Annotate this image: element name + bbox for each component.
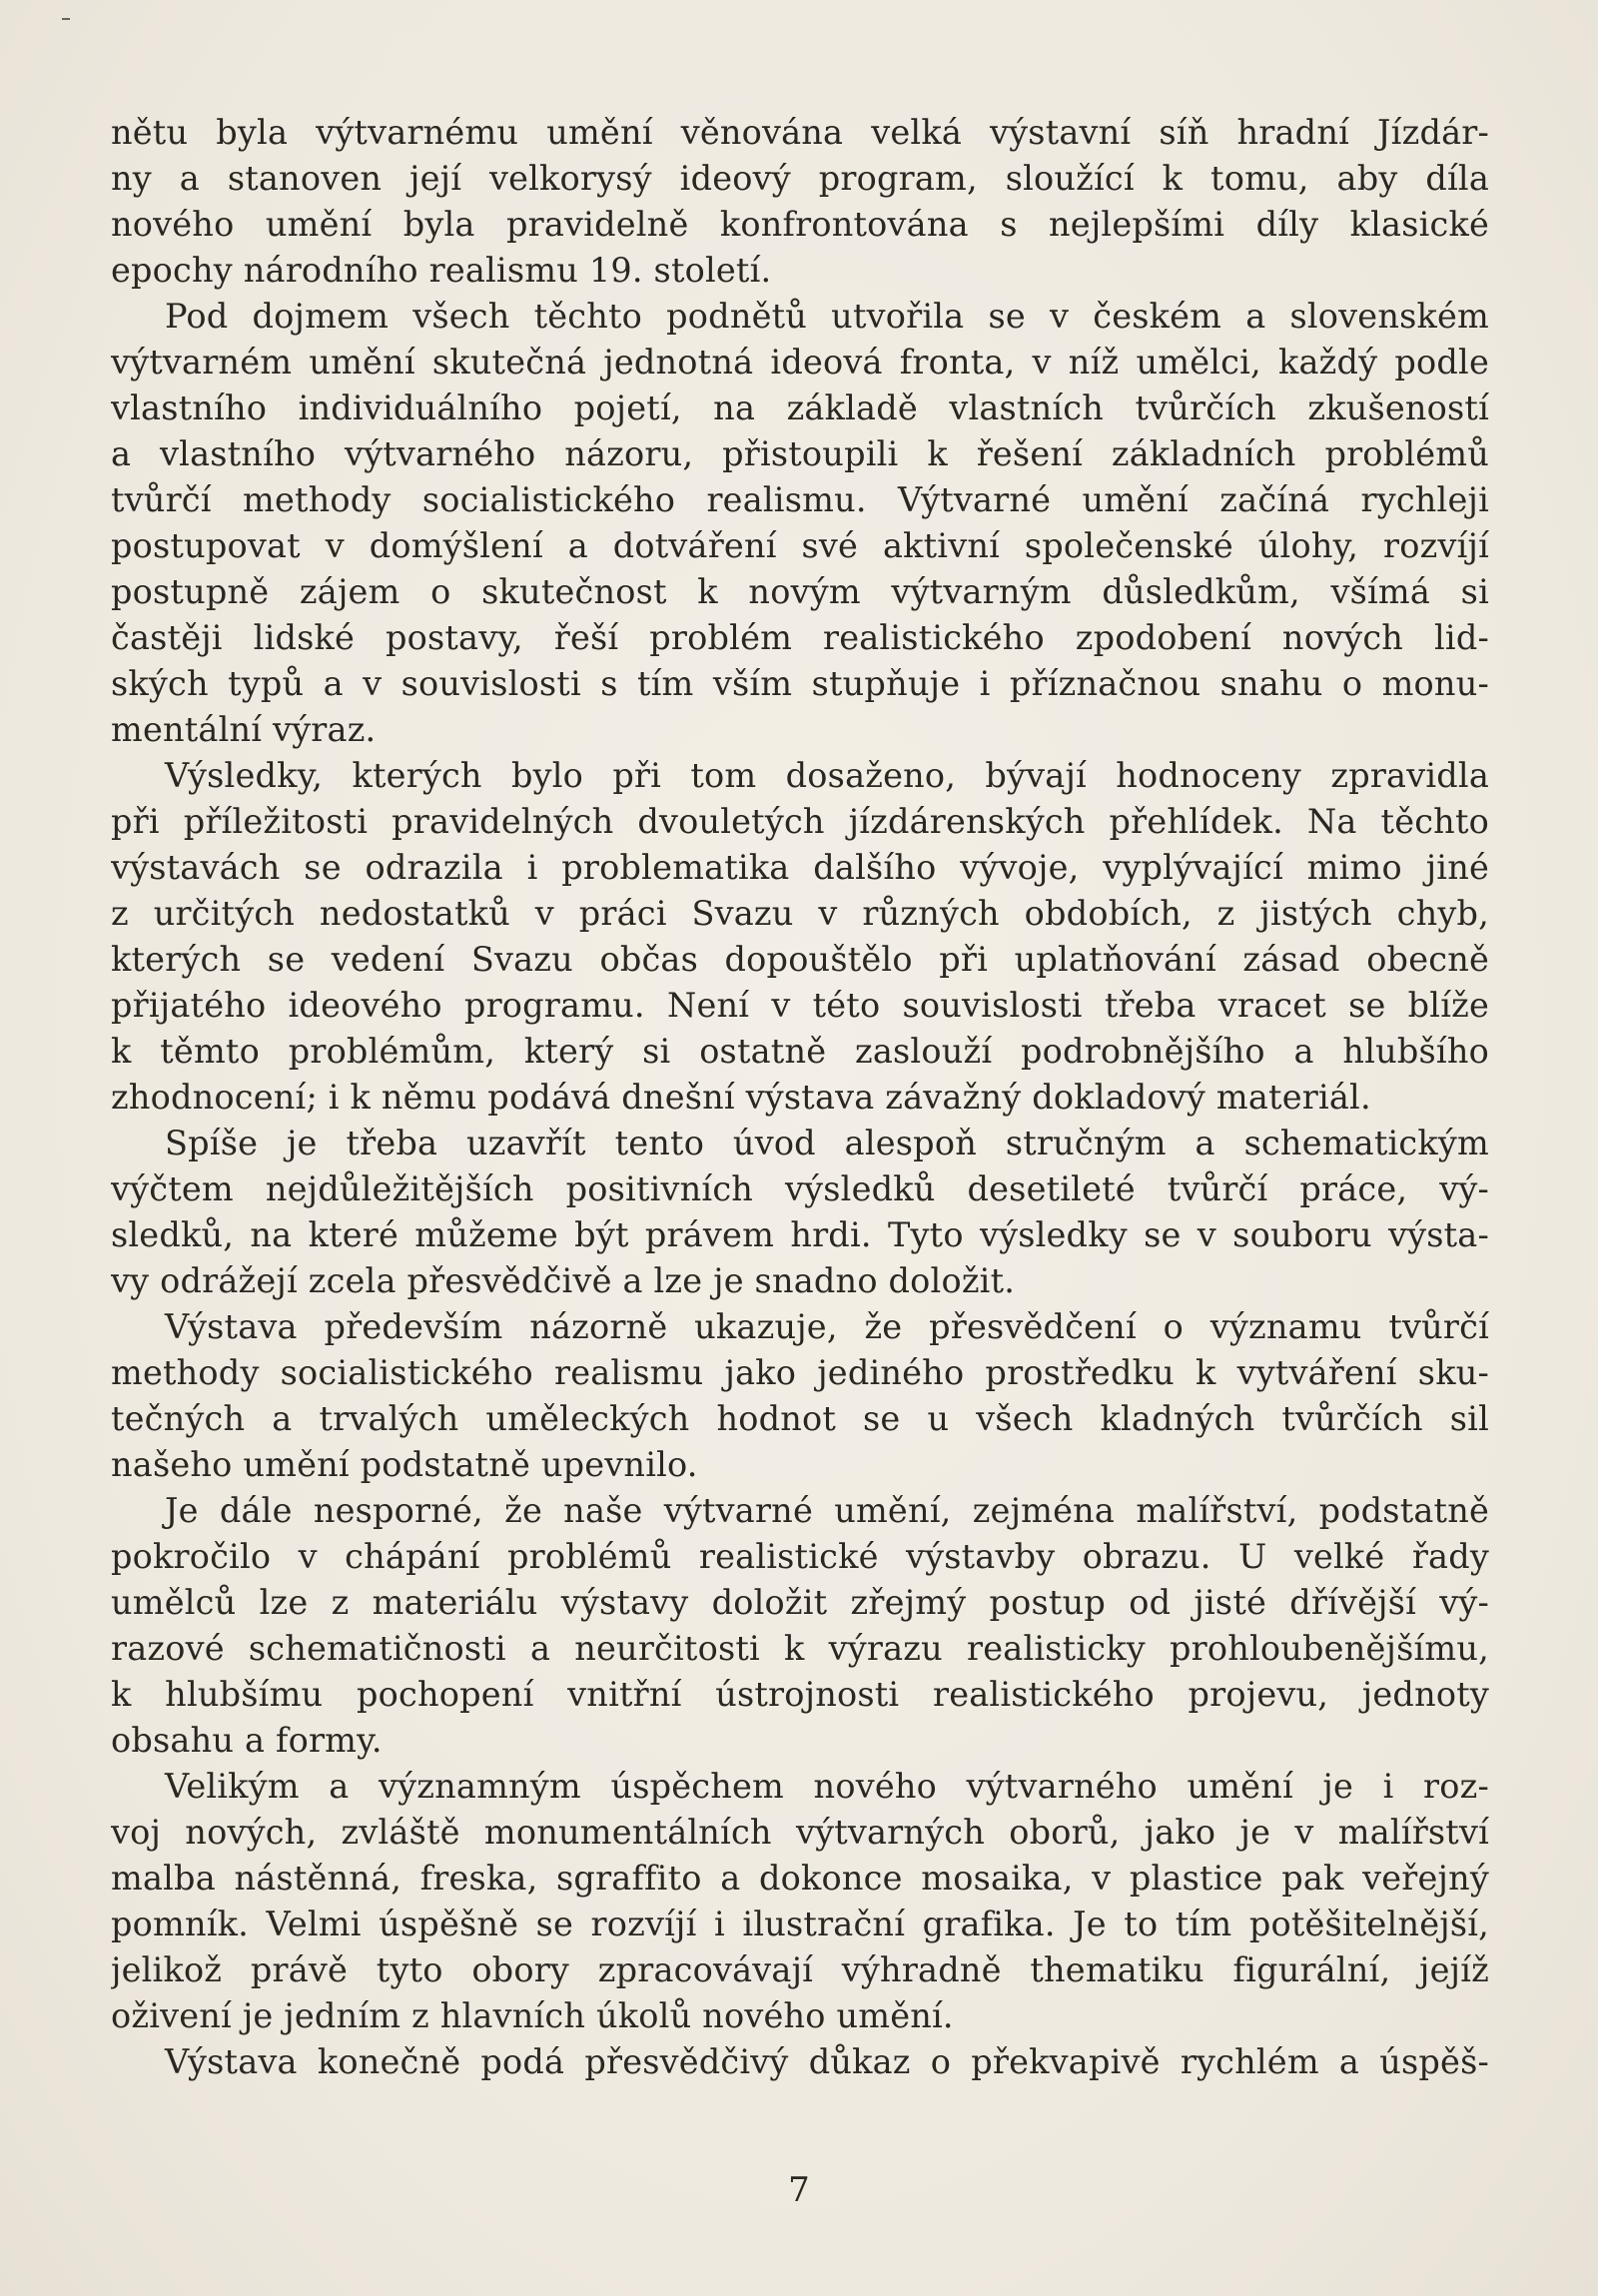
text-line: výstavách se odrazila i problematika dalšího vývoje, vyplývající mimo jiné bbox=[111, 848, 1489, 887]
text-line: sledků, na které můžeme být právem hrdi. Tyto výsledky se v souboru výsta- bbox=[111, 1215, 1489, 1254]
text-line: Spíše je třeba uzavřít tento úvod alespoň stručným a schematickým bbox=[165, 1124, 1489, 1162]
text-line: vy odrážejí zcela přesvědčivě a lze je snadno doložit. bbox=[111, 1261, 1016, 1300]
text-line: voj nových, zvláště monumentálních výtvarných oborů, jako je v malířství bbox=[111, 1813, 1489, 1852]
text-line: obsahu a formy. bbox=[111, 1721, 383, 1760]
text-line: nového umění byla pravidelně konfrontována s nejlepšími díly klasické bbox=[111, 205, 1489, 244]
text-line: Výstava především názorně ukazuje, že přesvědčení o významu tvůrčí bbox=[165, 1307, 1489, 1346]
text-line: Velikým a významným úspěchem nového výtvarného umění je i roz- bbox=[165, 1767, 1489, 1806]
text-line: častěji lidské postavy, řeší problém realistického zpodobení nových lid- bbox=[111, 618, 1489, 657]
text-line: oživení je jedním z hlavních úkolů nového umění. bbox=[111, 1996, 954, 2035]
text-line: jelikož právě tyto obory zpracovávají výhradně thematiku figurální, jejíž bbox=[111, 1950, 1489, 1989]
text-line: nětu byla výtvarnému umění věnována velká výstavní síň hradní Jízdár- bbox=[111, 113, 1489, 152]
text-line: ny a stanoven její velkorysý ideový program, sloužící k tomu, aby díla bbox=[111, 159, 1489, 198]
text-line: k hlubšímu pochopení vnitřní ústrojnosti realistického projevu, jednoty bbox=[111, 1675, 1489, 1714]
body-text bbox=[111, 110, 1489, 2085]
text-line: výčtem nejdůležitějších positivních výsledků desetileté tvůrčí práce, vý- bbox=[111, 1169, 1489, 1208]
text-line: našeho umění podstatně upevnilo. bbox=[111, 1445, 698, 1484]
text-line: vlastního individuálního pojetí, na základě vlastních tvůrčích zkušeností bbox=[111, 388, 1489, 427]
text-line: postupně zájem o skutečnost k novým výtvarným důsledkům, všímá si bbox=[111, 572, 1489, 611]
text-line: k těmto problémům, který si ostatně zaslouží podrobnějšího a hlubšího bbox=[111, 1032, 1489, 1071]
text-line: razové schematičnosti a neurčitosti k výrazu realisticky prohloubenějšímu, bbox=[111, 1629, 1489, 1668]
page-number: 7 bbox=[788, 2170, 810, 2210]
text-line: tečných a trvalých uměleckých hodnot se u všech kladných tvůrčích sil bbox=[111, 1399, 1489, 1438]
text-line: mentální výraz. bbox=[111, 710, 377, 749]
corner-mark bbox=[62, 18, 70, 20]
text-line: methody socialistického realismu jako jediného prostředku k vytváření sku- bbox=[111, 1353, 1489, 1392]
text-line: při příležitosti pravidelných dvouletých jízdárenských přehlídek. Na těchto bbox=[111, 802, 1489, 841]
text-line: pomník. Velmi úspěšně se rozvíjí i ilustrační grafika. Je to tím potěšitelnější, bbox=[111, 1905, 1489, 1943]
text-line: ských typů a v souvislosti s tím vším stupňuje i příznačnou snahu o monu- bbox=[111, 664, 1489, 703]
text-line: přijatého ideového programu. Není v této souvislosti třeba vracet se blíže bbox=[111, 986, 1489, 1025]
text-line: kterých se vedení Svazu občas dopouštělo při uplatňování zásad obecně bbox=[111, 940, 1489, 979]
text-line: výtvarném umění skutečná jednotná ideová fronta, v níž umělci, každý podle bbox=[111, 343, 1489, 382]
text-line: Výsledky, kterých bylo při tom dosaženo, bývají hodnoceny zpravidla bbox=[165, 756, 1489, 795]
text-line: pokročilo v chápání problémů realistické výstavby obrazu. U velké řady bbox=[111, 1537, 1489, 1576]
text-line: Je dále nesporné, že naše výtvarné umění, zejména malířství, podstatně bbox=[165, 1491, 1489, 1530]
text-line: Pod dojmem všech těchto podnětů utvořila se v českém a slovenském bbox=[165, 297, 1489, 336]
text-line: postupovat v domýšlení a dotváření své aktivní společenské úlohy, rozvíjí bbox=[111, 526, 1489, 565]
text-line: zhodnocení; i k němu podává dnešní výstava závažný dokladový materiál. bbox=[111, 1078, 1371, 1117]
text-line: z určitých nedostatků v práci Svazu v různých obdobích, z jistých chyb, bbox=[111, 894, 1489, 933]
text-line: tvůrčí methody socialistického realismu. Výtvarné umění začíná rychleji bbox=[111, 480, 1489, 519]
text-line: umělců lze z materiálu výstavy doložit zřejmý postup od jisté dřívější vý- bbox=[111, 1583, 1489, 1622]
text-line: a vlastního výtvarného názoru, přistoupili k řešení základních problémů bbox=[111, 434, 1489, 473]
text-line: malba nástěnná, freska, sgraffito a dokonce mosaika, v plastice pak veřejný bbox=[111, 1859, 1489, 1898]
text-line: Výstava konečně podá přesvědčivý důkaz o překvapivě rychlém a úspěš- bbox=[165, 2042, 1489, 2081]
text-line: epochy národního realismu 19. století. bbox=[111, 251, 772, 290]
